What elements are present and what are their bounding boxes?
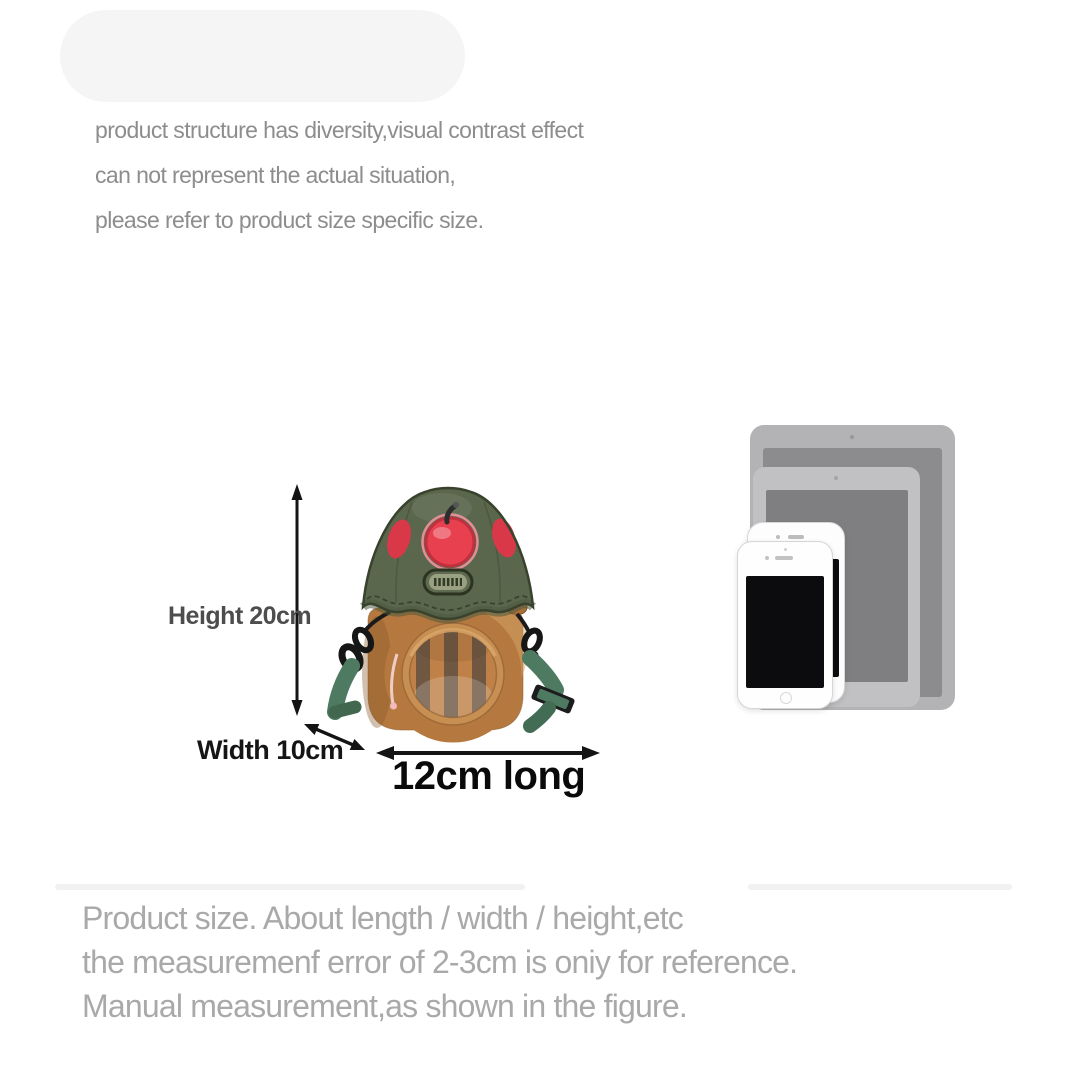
home-button — [780, 692, 792, 704]
front-pocket — [397, 618, 509, 730]
sensor-dot — [784, 548, 787, 551]
brand-badge — [424, 570, 472, 594]
arrowhead-up — [292, 484, 303, 500]
height-arrow — [292, 484, 303, 716]
bottom-disclaimer-line-2: the measuremenf error of 2-3cm is oniy for reference. — [82, 944, 798, 980]
speaker-slot — [788, 535, 804, 539]
bottom-disclaimer — [82, 896, 797, 1028]
top-disclaimer — [95, 108, 583, 243]
top-disclaimer-line-1: product structure has diversity,visual contrast effect — [95, 117, 584, 143]
camera-dot — [765, 556, 769, 560]
apple-highlight — [433, 527, 451, 539]
right-strap — [530, 658, 556, 690]
bottom-disclaimer-line-1: Product size. About length / width / height,etc — [82, 900, 684, 936]
speaker-slot — [775, 556, 793, 560]
height-label: Height 20cm — [168, 602, 312, 630]
arrowhead-down — [292, 700, 303, 716]
phone-front-screen — [746, 576, 824, 688]
camera-dot — [834, 476, 838, 480]
top-disclaimer-line-2: can not represent the actual situation, — [95, 162, 456, 188]
device-size-comparison — [735, 420, 963, 716]
zipper-pull — [390, 703, 397, 710]
right-strap-tail — [530, 708, 549, 726]
left-strap-fold — [335, 707, 355, 712]
bag-illustration — [335, 488, 575, 730]
apple-stem-tip — [453, 502, 459, 508]
phone-front-graphic — [737, 541, 833, 709]
bottom-disclaimer-line-3: Manual measurement,as shown in the figure. — [82, 988, 687, 1024]
length-label: 12cm long — [392, 754, 586, 798]
width-label: Width 10cm — [197, 735, 344, 765]
camera-dot — [850, 435, 854, 439]
background-smudge — [748, 884, 1012, 890]
top-disclaimer-line-3: please refer to product size specific size. — [95, 207, 484, 233]
background-blob — [60, 10, 465, 102]
camera-dot — [776, 535, 780, 539]
background-smudge — [55, 884, 525, 890]
apple-body — [426, 518, 474, 566]
